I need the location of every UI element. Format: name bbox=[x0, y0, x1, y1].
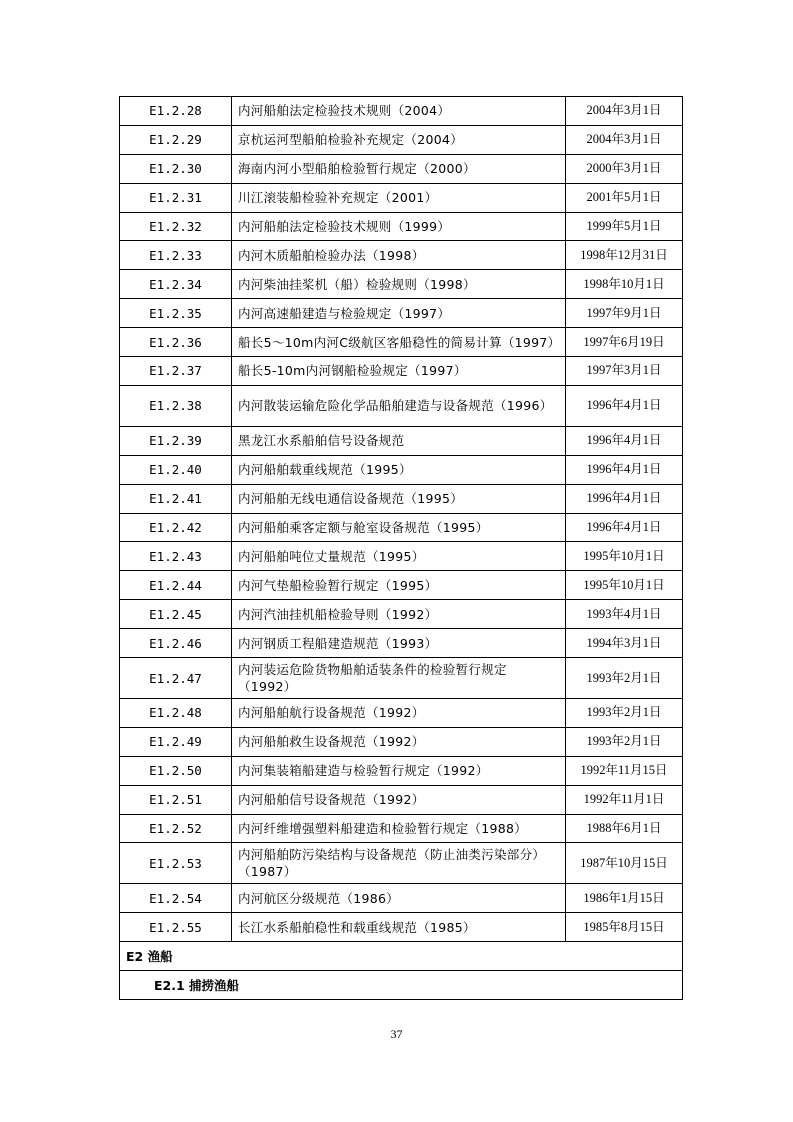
table-row bbox=[120, 542, 683, 571]
standard-title: 内河船舶载重线规范（1995） bbox=[232, 455, 566, 484]
table-row bbox=[120, 154, 683, 183]
standard-code: E1.2.49 bbox=[120, 727, 232, 756]
effective-date: 1996年4月1日 bbox=[566, 385, 683, 426]
effective-date: 2004年3月1日 bbox=[566, 125, 683, 154]
standard-title: 船长5～10m内河C级航区客船稳性的简易计算（1997） bbox=[232, 328, 566, 357]
standard-title: 海南内河小型船舶检验暂行规定（2000） bbox=[232, 154, 566, 183]
effective-date: 1996年4月1日 bbox=[566, 455, 683, 484]
standard-code: E1.2.43 bbox=[120, 542, 232, 571]
standard-code: E1.2.38 bbox=[120, 385, 232, 426]
effective-date: 1999年5月1日 bbox=[566, 212, 683, 241]
standard-title: 内河装运危险货物船舶适装条件的检验暂行规定（1992） bbox=[232, 658, 566, 699]
effective-date: 1996年4月1日 bbox=[566, 513, 683, 542]
effective-date: 1987年10月15日 bbox=[566, 843, 683, 884]
section-heading-e2-1: E2.1 捕捞渔船 bbox=[120, 971, 683, 1000]
effective-date: 1998年12月31日 bbox=[566, 241, 683, 270]
table-row bbox=[120, 385, 683, 426]
standard-title: 川江滚装船检验补充规定（2001） bbox=[232, 183, 566, 212]
section-row bbox=[120, 971, 683, 1000]
effective-date: 1996年4月1日 bbox=[566, 484, 683, 513]
table-row bbox=[120, 727, 683, 756]
effective-date: 1995年10月1日 bbox=[566, 571, 683, 600]
standard-title: 黑龙江水系船舶信号设备规范 bbox=[232, 426, 566, 455]
standard-title: 内河船舶吨位丈量规范（1995） bbox=[232, 542, 566, 571]
standard-title: 内河散装运输危险化学品船舶建造与设备规范（1996） bbox=[232, 385, 566, 426]
table-row bbox=[120, 484, 683, 513]
standard-title: 内河钢质工程船建造规范（1993） bbox=[232, 629, 566, 658]
effective-date: 1986年1月15日 bbox=[566, 884, 683, 913]
standard-title: 内河柴油挂桨机（船）检验规则（1998） bbox=[232, 270, 566, 299]
page-number: 37 bbox=[390, 1027, 403, 1041]
standard-code: E1.2.33 bbox=[120, 241, 232, 270]
table-row bbox=[120, 299, 683, 328]
section-row bbox=[120, 942, 683, 971]
standard-title: 内河船舶防污染结构与设备规范（防止油类污染部分）（1987） bbox=[232, 843, 566, 884]
standard-code: E1.2.36 bbox=[120, 328, 232, 357]
standard-code: E1.2.41 bbox=[120, 484, 232, 513]
table-row bbox=[120, 913, 683, 942]
standard-code: E1.2.29 bbox=[120, 125, 232, 154]
standard-code: E1.2.28 bbox=[120, 97, 232, 126]
effective-date: 1988年6月1日 bbox=[566, 814, 683, 843]
table-row bbox=[120, 183, 683, 212]
table-row bbox=[120, 658, 683, 699]
table-row bbox=[120, 513, 683, 542]
table-row bbox=[120, 455, 683, 484]
standard-code: E1.2.30 bbox=[120, 154, 232, 183]
effective-date: 1993年2月1日 bbox=[566, 727, 683, 756]
standard-code: E1.2.32 bbox=[120, 212, 232, 241]
table-row bbox=[120, 241, 683, 270]
standard-code: E1.2.35 bbox=[120, 299, 232, 328]
standard-code: E1.2.42 bbox=[120, 513, 232, 542]
standard-code: E1.2.53 bbox=[120, 843, 232, 884]
table-row bbox=[120, 270, 683, 299]
standard-title: 内河集装箱船建造与检验暂行规定（1992） bbox=[232, 756, 566, 785]
standards-table bbox=[119, 96, 683, 1000]
standard-title: 内河汽油挂机船检验导则（1992） bbox=[232, 600, 566, 629]
standard-title: 内河船舶法定检验技术规则（2004） bbox=[232, 97, 566, 126]
standard-title: 内河木质船舶检验办法（1998） bbox=[232, 241, 566, 270]
standard-code: E1.2.44 bbox=[120, 571, 232, 600]
effective-date: 1993年2月1日 bbox=[566, 699, 683, 728]
table-row bbox=[120, 328, 683, 357]
section-heading-e2: E2 渔船 bbox=[120, 942, 683, 971]
standard-code: E1.2.48 bbox=[120, 699, 232, 728]
standard-code: E1.2.45 bbox=[120, 600, 232, 629]
effective-date: 1996年4月1日 bbox=[566, 426, 683, 455]
table-row bbox=[120, 125, 683, 154]
standard-title: 内河船舶法定检验技术规则（1999） bbox=[232, 212, 566, 241]
effective-date: 1997年3月1日 bbox=[566, 357, 683, 386]
standard-title: 京杭运河型船舶检验补充规定（2004） bbox=[232, 125, 566, 154]
effective-date: 1993年2月1日 bbox=[566, 658, 683, 699]
effective-date: 1994年3月1日 bbox=[566, 629, 683, 658]
standard-title: 内河船舶航行设备规范（1992） bbox=[232, 699, 566, 728]
standard-title: 内河纤维增强塑料船建造和检验暂行规定（1988） bbox=[232, 814, 566, 843]
table-row bbox=[120, 426, 683, 455]
standard-code: E1.2.51 bbox=[120, 785, 232, 814]
table-row bbox=[120, 600, 683, 629]
standard-code: E1.2.54 bbox=[120, 884, 232, 913]
standard-code: E1.2.46 bbox=[120, 629, 232, 658]
table-row bbox=[120, 357, 683, 386]
standard-code: E1.2.39 bbox=[120, 426, 232, 455]
effective-date: 2004年3月1日 bbox=[566, 97, 683, 126]
standard-code: E1.2.55 bbox=[120, 913, 232, 942]
standard-title: 内河船舶无线电通信设备规范（1995） bbox=[232, 484, 566, 513]
standard-code: E1.2.40 bbox=[120, 455, 232, 484]
table-row bbox=[120, 699, 683, 728]
table-row bbox=[120, 629, 683, 658]
table-row bbox=[120, 756, 683, 785]
standard-title: 内河船舶信号设备规范（1992） bbox=[232, 785, 566, 814]
standard-code: E1.2.52 bbox=[120, 814, 232, 843]
standard-code: E1.2.31 bbox=[120, 183, 232, 212]
standard-code: E1.2.34 bbox=[120, 270, 232, 299]
standard-title: 内河船舶救生设备规范（1992） bbox=[232, 727, 566, 756]
standard-code: E1.2.50 bbox=[120, 756, 232, 785]
effective-date: 1993年4月1日 bbox=[566, 600, 683, 629]
standard-title: 内河高速船建造与检验规定（1997） bbox=[232, 299, 566, 328]
effective-date: 2001年5月1日 bbox=[566, 183, 683, 212]
effective-date: 1998年10月1日 bbox=[566, 270, 683, 299]
effective-date: 1985年8月15日 bbox=[566, 913, 683, 942]
standard-title: 船长5-10m内河钢船检验规定（1997） bbox=[232, 357, 566, 386]
effective-date: 2000年3月1日 bbox=[566, 154, 683, 183]
effective-date: 1997年9月1日 bbox=[566, 299, 683, 328]
standard-code: E1.2.37 bbox=[120, 357, 232, 386]
standard-title: 内河航区分级规范（1986） bbox=[232, 884, 566, 913]
table-row bbox=[120, 571, 683, 600]
table-row bbox=[120, 785, 683, 814]
effective-date: 1997年6月19日 bbox=[566, 328, 683, 357]
table-row bbox=[120, 97, 683, 126]
effective-date: 1995年10月1日 bbox=[566, 542, 683, 571]
table-row bbox=[120, 212, 683, 241]
table-row bbox=[120, 843, 683, 884]
standards-table-body bbox=[120, 97, 683, 1000]
standard-code: E1.2.47 bbox=[120, 658, 232, 699]
effective-date: 1992年11月15日 bbox=[566, 756, 683, 785]
table-row bbox=[120, 814, 683, 843]
standard-title: 内河船舶乘客定额与舱室设备规范（1995） bbox=[232, 513, 566, 542]
standard-title: 内河气垫船检验暂行规定（1995） bbox=[232, 571, 566, 600]
table-row bbox=[120, 884, 683, 913]
effective-date: 1992年11月1日 bbox=[566, 785, 683, 814]
standard-title: 长江水系船舶稳性和载重线规范（1985） bbox=[232, 913, 566, 942]
